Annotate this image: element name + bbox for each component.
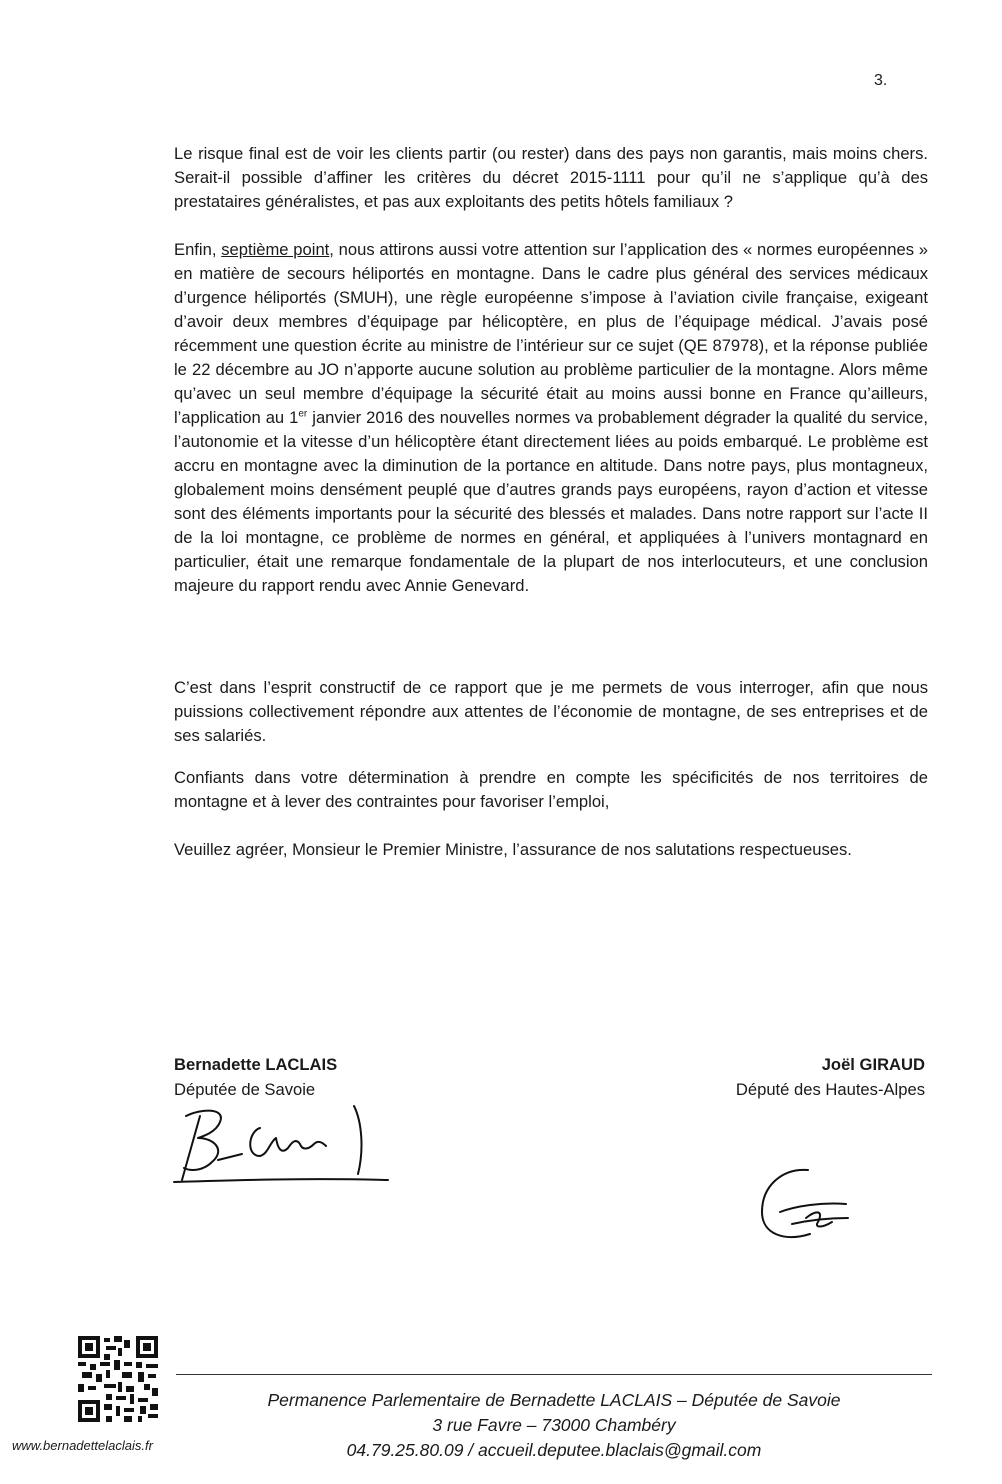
signatory-right-name: Joël GIRAUD xyxy=(821,1055,925,1074)
signatory-right xyxy=(736,1052,925,1102)
signatory-right-title: Député des Hautes-Alpes xyxy=(735,1080,925,1099)
signatory-left-title: Députée de Savoie xyxy=(174,1080,316,1099)
seventh-point-label: septième point xyxy=(221,240,330,259)
website-url: www.bernadettelaclais.fr xyxy=(12,1438,153,1453)
paragraph-confidence: Confiants dans votre détermination à prendre en compte les spécificités de nos territoires de montagne et à lever des contraintes pour favoriser l’emploi, xyxy=(174,768,928,811)
paragraph-part-2: janvier 2016 des nouvelles normes va probablement dégrader la qualité du service, l’autonomie et la vitesse d’un hélicoptère étant directement liées au poids embarqué. Le problème est accru en montagne avec la diminution de la portance en altitude. Dans notre pays, plus montagneux, globalement moins densément peuplé que d’autres grands pays européens, rayon d’action et vitesse sont des éléments importants pour la sécurité des blessés et malades. Dans notre rapport sur l’acte II de la loi montagne, ce problème de normes en général, et appliquées à l’univers montagnard en particulier, était une remarque fondamentale de la plupart de nos interlocuteurs, et une conclusion majeure du rapport rendu avec Annie Genevard. xyxy=(174,408,928,595)
footer-street-line: 3 rue Favre – 73000 Chambéry xyxy=(432,1415,676,1435)
paragraph-risk: Le risque final est de voir les clients partir (ou rester) dans des pays non garantis, mais moins chers. Serait-il possible d’affiner les critères du décret 2015-1111 pour qu’il ne s’applique qu’à des prestataires généralistes, et pas aux exploitants des petits hôtels familiaux ? xyxy=(174,144,928,211)
footer-address xyxy=(176,1388,932,1463)
paragraph-helicopter-norms xyxy=(174,238,928,598)
qr-code xyxy=(78,1336,158,1422)
signatory-left-name: Bernadette LACLAIS xyxy=(174,1055,338,1074)
paragraph-part-1: , nous attirons aussi votre attention sur l’application des « normes européennes » en matière de secours héliportés en montagne. Dans le cadre plus général des services médicaux d’urgence héliportés (SMUH), une règle européenne s’impose à l’aviation civile française, exigeant d’avoir deux membres d’équipage par hélicoptère, en plus de l’équipage médical. J’avais posé récemment une question écrite au ministre de l’intérieur sur ce sujet (QE 87978), et la réponse publiée le 22 décembre au JO n’apporte aucune solution au problème particulier de la montagne. Alors même qu’avec un seul membre d’équipage la sécurité était au moins aussi bonne en France qu’ailleurs, l’application au 1 xyxy=(174,240,928,427)
footer-contact-line: 04.79.25.80.09 / accueil.deputee.blaclais@gmail.com xyxy=(346,1440,762,1460)
paragraph-closing: Veuillez agréer, Monsieur le Premier Ministre, l’assurance de nos salutations respectueuses. xyxy=(174,840,852,859)
paragraph-constructive-spirit: C’est dans l’esprit constructif de ce rapport que je me permets de vous interroger, afin que nous puissions collectivement répondre aux attentes de l’économie de montagne, de ses entreprises et de ses salariés. xyxy=(174,678,928,745)
footer-office-line: Permanence Parlementaire de Bernadette LACLAIS – Députée de Savoie xyxy=(267,1390,841,1410)
page-number: 3. xyxy=(874,72,888,89)
paragraph-lead: Enfin, xyxy=(174,240,222,259)
footer-divider xyxy=(176,1374,932,1375)
handwritten-signature-laclais xyxy=(168,1098,390,1188)
signatory-left xyxy=(174,1052,337,1102)
ordinal-superscript: er xyxy=(298,408,308,420)
handwritten-signature-giraud xyxy=(752,1162,862,1246)
